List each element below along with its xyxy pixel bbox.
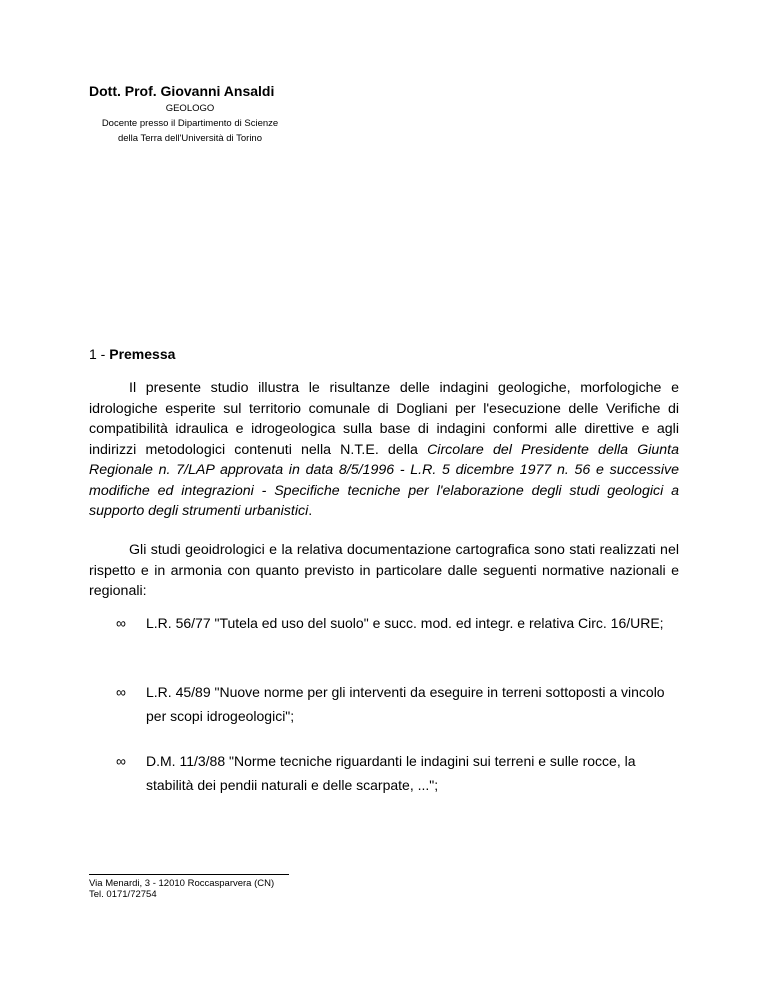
list-item <box>116 612 686 636</box>
intro-italic-reference: Circolare del Presidente della Giunta Regionale n. 7/LAP approvata in data 8/5/1996 - L.R. 5 dicembre 1977 n. 56 e successive modifiche ed integrazioni - Specifiche tecniche per l'elaborazione degli studi geologici a supporto degli strumenti urbanistici <box>89 441 679 519</box>
intro-paragraph <box>89 378 679 522</box>
affiliation-line-2: della Terra dell'Università di Torino <box>117 133 263 144</box>
list-item-text: L.R. 56/77 "Tutela ed uso del suolo" e succ. mod. ed integr. e relativa Circ. 16/URE; <box>146 615 664 631</box>
affiliation-line-1: Docente presso il Dipartimento di Scienze <box>101 118 279 129</box>
list-item-text: D.M. 11/3/88 "Norme tecniche riguardanti le indagini sui terreni e sulle rocce, la stabilità dei pendii naturali e delle scarpate, ..."; <box>146 753 636 793</box>
author-role: GEOLOGO <box>165 103 215 114</box>
infinity-bullet-icon: ∞ <box>116 615 126 631</box>
infinity-bullet-icon: ∞ <box>116 753 126 769</box>
intro-text-end: . <box>308 503 313 519</box>
list-item-text: L.R. 45/89 "Nuove norme per gli interventi da eseguire in terreni sottoposti a vincolo per scopi idrogeologici"; <box>146 684 665 724</box>
footer-divider <box>89 874 289 875</box>
footer-address: Via Menardi, 3 - 12010 Roccasparvera (CN) <box>89 878 275 889</box>
section-number: 1 - <box>89 346 110 362</box>
author-name: Dott. Prof. Giovanni Ansaldi <box>89 83 275 99</box>
footer-phone: Tel. 0171/72754 <box>89 889 157 900</box>
section-heading <box>89 346 175 362</box>
list-item <box>116 750 686 797</box>
infinity-bullet-icon: ∞ <box>116 684 126 700</box>
list-item <box>116 681 686 728</box>
intro-text: Il presente studio illustra le risultanze delle indagini geologiche, morfologiche e idrologiche esperite sul territorio comunale di Dogliani per l'esecuzione delle Verifiche di compatibilità idraulica e idrogeologica sulla base di indagini conformi alle direttive e agli indirizzi metodologici contenuti nella N.T.E. della <box>89 380 679 458</box>
regulations-paragraph: Gli studi geoidrologici e la relativa documentazione cartografica sono stati realizzati nel rispetto e in armonia con quanto previsto in particolare dalle seguenti normative nazionali e regionali: <box>89 542 679 599</box>
section-title: Premessa <box>109 346 176 362</box>
